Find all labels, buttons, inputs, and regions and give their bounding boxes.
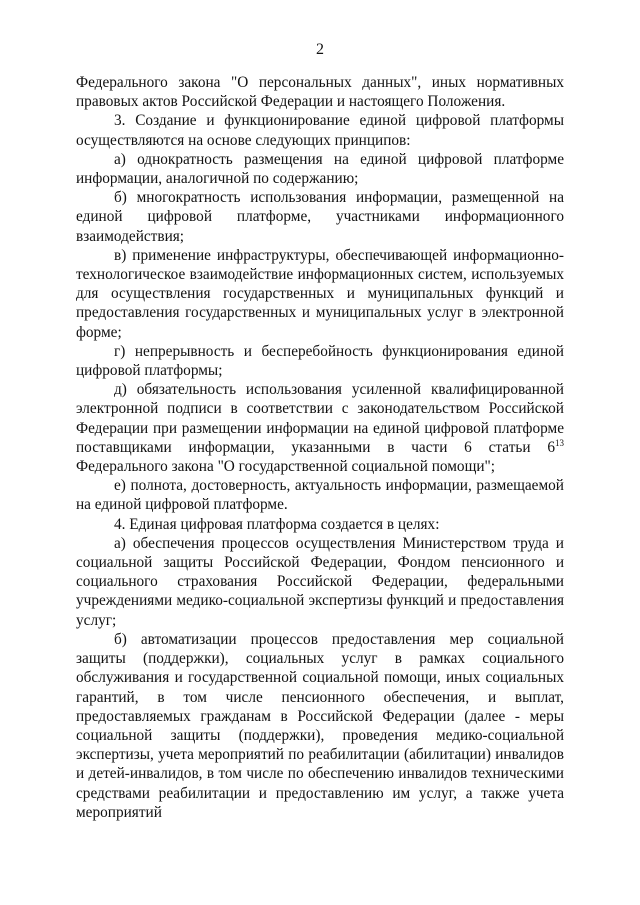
page-number: 2 <box>316 41 324 58</box>
paragraph-goal-a: а) обеспечения процессов осуществления Министерством труда и социальной защиты Российской Федерации, Фондом пенсионного и социального страхования Российской Федерации, федеральными учреждениями медико-социальной экспертизы функций и предоставления услуг; <box>76 534 564 629</box>
paragraph-principle-d-text-start: д) обязательность использования усиленной квалифицированной электронной подписи в соответствии с законодательством Российской Федерации при размещении информации на единой цифровой платформе поставщиками информации, указанными в части 6 статьи 6 <box>76 381 564 456</box>
paragraph-goal-b: б) автоматизации процессов предоставления мер социальной защиты (поддержки), социальных услуг в рамках социального обслуживания и государственной социальной помощи, иных социальных гарантий, в том числе пенсионного обеспечения, и выплат, предоставляемых гражданам в Российской Федерации (далее - меры социальной защиты (поддержки), проведения медико-социальной экспертизы, учета мероприятий по реабилитации (абилитации) инвалидов и детей-инвалидов, в том числе по обеспечению инвалидов техническими средствами реабилитации и предоставлению им услуг, а также учета мероприятий <box>76 630 564 821</box>
paragraph-principle-d <box>76 380 564 476</box>
paragraph-principle-a: а) однократность размещения на единой цифровой платформе информации, аналогичной по содержанию; <box>76 150 564 188</box>
superscript-article-number: 13 <box>555 437 564 448</box>
paragraph-item-4: 4. Единая цифровая платформа создается в целях: <box>114 515 440 533</box>
paragraph-principle-d-text-end: Федерального закона "О государственной социальной помощи"; <box>76 458 496 476</box>
paragraph-item-3: 3. Создание и функционирование единой цифровой платформы осуществляются на основе следующих принципов: <box>76 112 564 149</box>
paragraph-principle-b: б) многократность использования информации, размещенной на единой цифровой платформе, участниками информационного взаимодействия; <box>76 189 564 245</box>
document-body <box>76 73 564 822</box>
paragraph-continuation: Федерального закона "О персональных данных", иных нормативных правовых актов Российской Федерации и настоящего Положения. <box>76 74 564 111</box>
paragraph-principle-v: в) применение инфраструктуры, обеспечивающей информационно-технологическое взаимодействие информационных систем, используемых для осуществления государственных и муниципальных функций и предоставления государственных и муниципальных услуг в электронной форме; <box>76 246 564 341</box>
paragraph-principle-g: г) непрерывность и бесперебойность функционирования единой цифровой платформы; <box>76 342 564 380</box>
paragraph-principle-e: е) полнота, достоверность, актуальность информации, размещаемой на единой цифровой платформе. <box>76 477 564 514</box>
